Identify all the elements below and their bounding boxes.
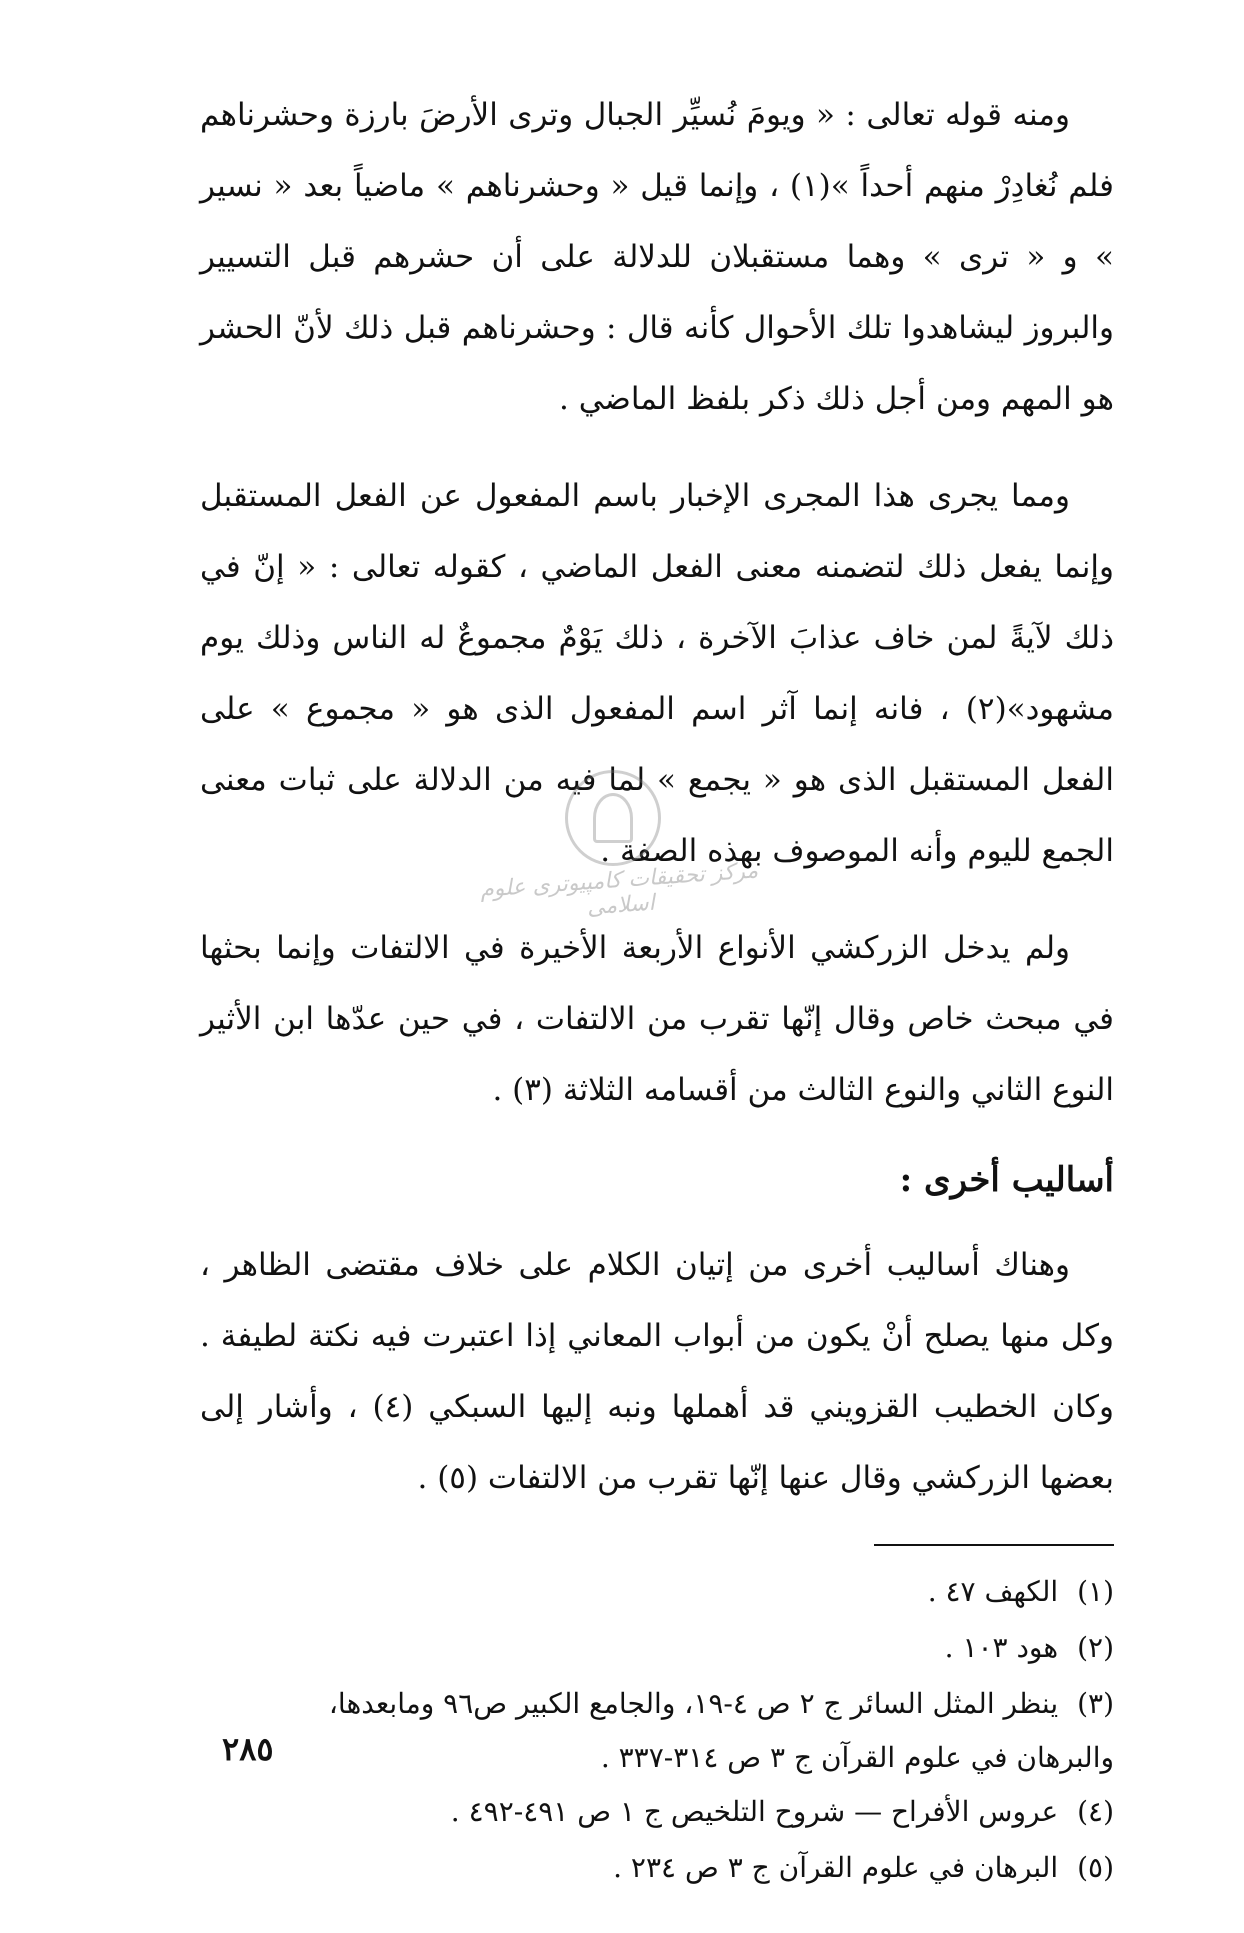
- footnote-text: البرهان في علوم القرآن ج ٣ ص ٢٣٤ .: [613, 1851, 1059, 1884]
- footnote-number: (٣): [1077, 1687, 1114, 1720]
- paragraph-3: ولم يدخل الزركشي الأنواع الأربعة الأخيرة في الالتفات وإنما بحثها في مبحث خاص وقال إنّها تقرب من الالتفات ، في حين عدّها ابن الأثير النوع الثاني والنوع الثالث من أقسامه الثلاثة (٣) .: [200, 930, 1114, 1108]
- footnote-item: [200, 1620, 1114, 1676]
- footnotes: [200, 1564, 1114, 1896]
- footnote-text: الكهف ٤٧ .: [927, 1575, 1059, 1608]
- footnote-divider: [874, 1544, 1114, 1546]
- page-number: ٢٨٥: [222, 1730, 274, 1768]
- footnote-text: هود ١٠٣ .: [944, 1631, 1059, 1664]
- watermark-stamp: [470, 770, 770, 920]
- paragraph-1: ومنه قوله تعالى : « ويومَ نُسيِّر الجبال وترى الأرضَ بارزة وحشرناهم فلم نُغادِرْ منهم أحداً »(١) ، وإنما قيل « وحشرناهم » ماضياً بعد « نسير » و « ترى » وهما مستقبلان للدلالة على أن حشرهم قبل التسيير والبروز ليشاهدوا تلك الأحوال كأنه قال : وحشرناهم قبل ذلك لأنّ الحشر هو المهم ومن أجل ذلك ذكر بلفظ الماضي .: [200, 97, 1114, 417]
- footnote-text: والبرهان في علوم القرآن ج ٣ ص ٣١٤-٣٣٧ .: [600, 1741, 1114, 1774]
- footnote-number: (٤): [1077, 1795, 1114, 1828]
- footnote-item: [200, 1564, 1114, 1620]
- seal-icon: [565, 770, 661, 866]
- footnote-item: [200, 1840, 1114, 1896]
- footnote-item: [200, 1784, 1114, 1840]
- footnote-number: (٢): [1077, 1631, 1114, 1664]
- footnote-text: ينظر المثل السائر ج ٢ ص ٤-١٩، والجامع الكبير ص٩٦ ومابعدها،: [328, 1687, 1059, 1720]
- section-heading: أساليب أخرى :: [899, 1160, 1114, 1200]
- footnote-number: (١): [1077, 1575, 1114, 1608]
- footnote-item: [200, 1676, 1114, 1732]
- footnote-continuation: [200, 1732, 1114, 1784]
- paragraph-4: وهناك أساليب أخرى من إتيان الكلام على خلاف مقتضى الظاهر ، وكل منها يصلح أنْ يكون من أبواب المعاني إذا اعتبرت فيه نكتة لطيفة . وكان الخطيب القزويني قد أهملها ونبه إليها السبكي (٤) ، وأشار إلى بعضها الزركشي وقال عنها إنّها تقرب من الالتفات (٥) .: [200, 1247, 1115, 1496]
- footnote-number: (٥): [1077, 1851, 1114, 1884]
- footnote-text: عروس الأفراح — شروح التلخيص ج ١ ص ٤٩١-٤٩٢ .: [450, 1795, 1059, 1828]
- paragraph-2: ومما يجرى هذا المجرى الإخبار باسم المفعول عن الفعل المستقبل وإنما يفعل ذلك لتضمنه معنى الفعل الماضي ، كقوله تعالى : « إنّ في ذلك لآيةً لمن خاف عذابَ الآخرة ، ذلك يَوْمٌ مجموعٌ له الناس وذلك يوم مشهود»(٢) ، فانه إنما آثر اسم المفعول الذى هو « مجموع » على الفعل المستقبل الذى هو « يجمع » لما فيه من الدلالة على ثبات معنى الجمع لليوم وأنه الموصوف بهذه الصفة .: [200, 478, 1114, 869]
- watermark-text: مركز تحقيقات كامپيوترى علوم اسلامى: [479, 858, 759, 921]
